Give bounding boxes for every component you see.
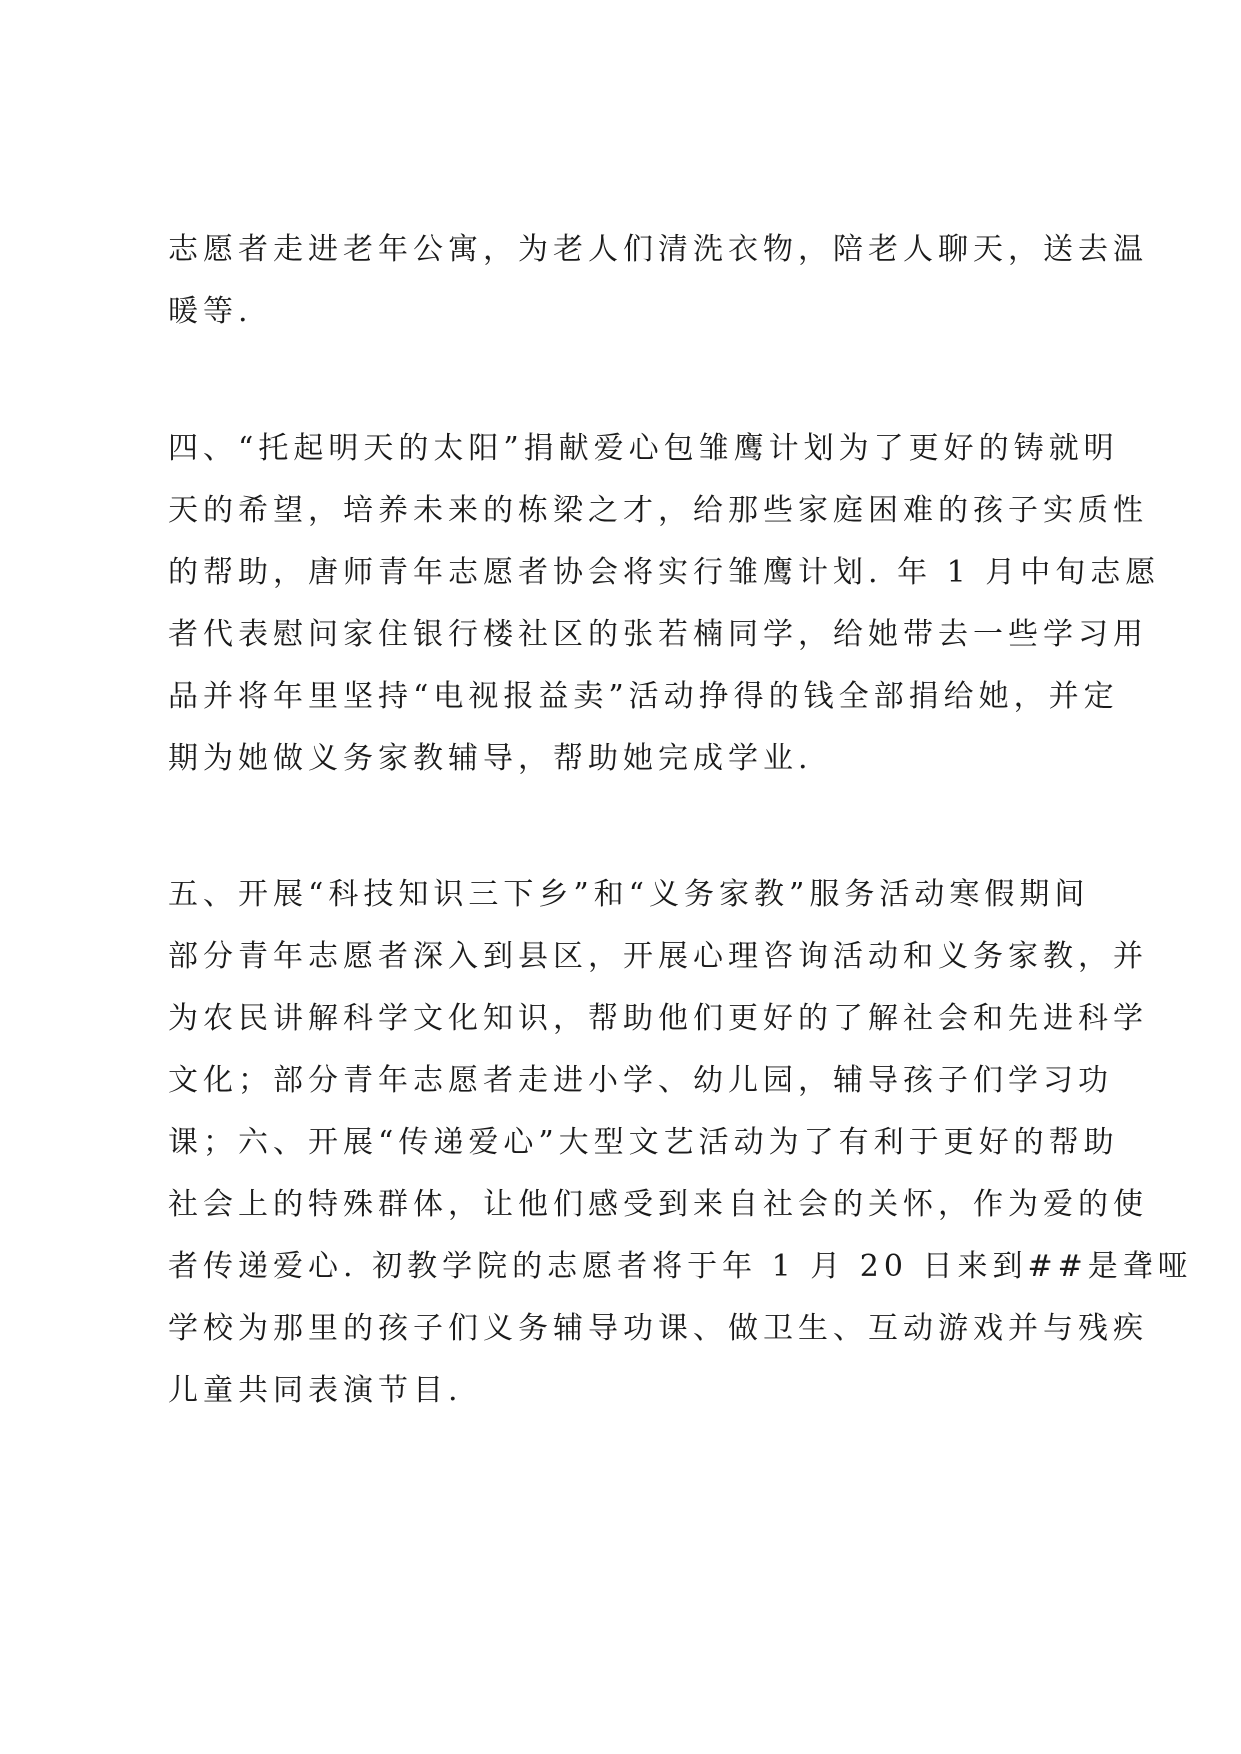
text-line: 为农民讲解科学文化知识，帮助他们更好的了解社会和先进科学 xyxy=(168,1001,1148,1036)
text-line: 者代表慰问家住银行楼社区的张若楠同学，给她带去一些学习用 xyxy=(168,617,1148,652)
text-line: 四、“托起明天的太阳”捐献爱心包雏鹰计划为了更好的铸就明 xyxy=(168,431,1119,466)
text-line: 课；六、开展“传递爱心”大型文艺活动为了有利于更好的帮助 xyxy=(168,1125,1119,1160)
text-line: 部分青年志愿者深入到县区，开展心理咨询活动和义务家教，并 xyxy=(168,939,1148,974)
text-line: 期为她做义务家教辅导，帮助她完成学业. xyxy=(168,741,813,776)
text-line: 儿童共同表演节目. xyxy=(168,1373,463,1408)
text-line: 的帮助，唐师青年志愿者协会将实行雏鹰计划. 年 1 月中旬志愿 xyxy=(168,555,1161,590)
paragraph-section-four xyxy=(168,418,1161,790)
text-line: 五、开展“科技知识三下乡”和“义务家教”服务活动寒假期间 xyxy=(168,877,1090,912)
text-line: 天的希望，培养未来的栋梁之才，给那些家庭困难的孩子实质性 xyxy=(168,493,1148,528)
text-line: 志愿者走进老年公寓，为老人们清洗衣物，陪老人聊天，送去温 xyxy=(168,232,1148,267)
text-line: 暖等. xyxy=(168,294,253,329)
text-line: 学校为那里的孩子们义务辅导功课、做卫生、互动游戏并与残疾 xyxy=(168,1311,1148,1346)
text-line: 者传递爱心. 初教学院的志愿者将于年 1 月 20 日来到##是聋哑 xyxy=(168,1249,1193,1284)
text-line: 社会上的特殊群体，让他们感受到来自社会的关怀，作为爱的使 xyxy=(168,1187,1148,1222)
paragraph-section-five-six xyxy=(168,864,1193,1422)
paragraph-elderly-visit xyxy=(168,219,1148,343)
text-line: 品并将年里坚持“电视报益卖”活动挣得的钱全部捐给她，并定 xyxy=(168,679,1119,714)
text-line: 文化；部分青年志愿者走进小学、幼儿园，辅导孩子们学习功 xyxy=(168,1063,1113,1098)
